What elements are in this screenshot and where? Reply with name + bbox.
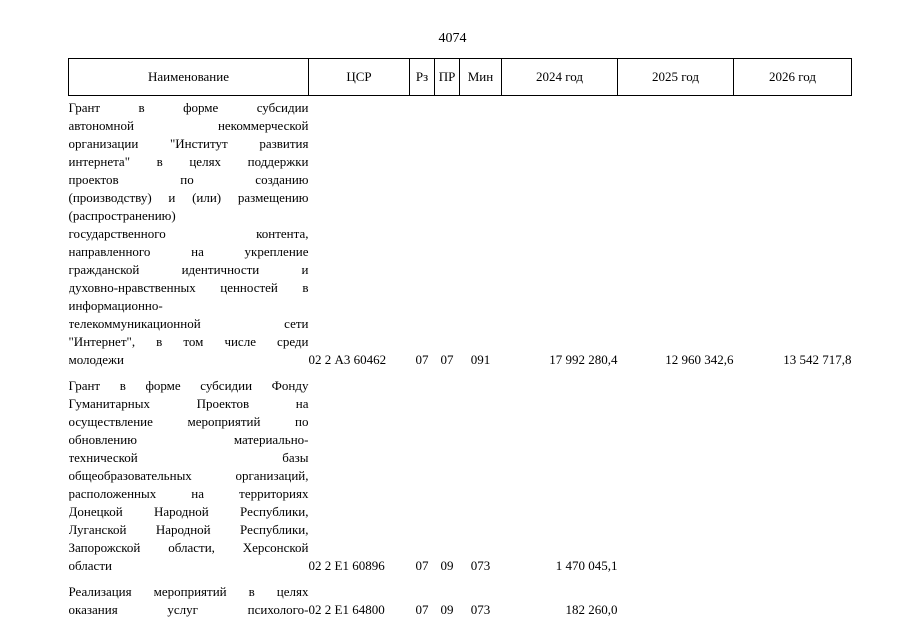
row-2024: 182 260,0	[565, 602, 618, 617]
row-pr: 09	[440, 602, 454, 617]
row-name-line: осуществление мероприятий по	[68, 414, 309, 429]
header-2025: 2025 год	[618, 59, 734, 96]
page-number: 4074	[438, 31, 467, 46]
row-name-line: Запорожской области, Херсонской	[68, 540, 309, 555]
row-min: 073	[470, 602, 491, 617]
row-name-line: Реализация мероприятий в целях	[68, 584, 309, 599]
row-name-cell	[69, 575, 309, 619]
row-name-line: области	[68, 558, 112, 573]
row-name-line: направленного на укрепление	[68, 244, 309, 259]
row-name-line: (распространению)	[68, 208, 176, 223]
row-2025: 12 960 342,6	[665, 352, 734, 367]
row-name-line: гражданской идентичности и	[68, 262, 309, 277]
row-name-line: информационно-	[68, 298, 163, 313]
row-name-line: оказания услуг психолого-	[68, 602, 309, 617]
row-name-line: обновлению материально-	[68, 432, 309, 447]
row-name-line: автономной некоммерческой	[68, 118, 309, 133]
row-name-line: Грант в форме субсидии	[68, 100, 309, 115]
row-2025	[618, 369, 734, 575]
row-name-line: общеобразовательных организаций,	[68, 468, 309, 483]
row-csr: 02 2 Е1 60896	[308, 558, 385, 573]
header-min: Мин	[460, 59, 502, 96]
row-2025	[618, 575, 734, 619]
table-row	[69, 575, 852, 619]
row-name-line: технической базы	[68, 450, 309, 465]
row-csr: 02 2 Е1 64800	[308, 602, 385, 617]
header-csr: ЦСР	[309, 59, 410, 96]
row-min: 091	[470, 352, 491, 367]
table-row	[69, 96, 852, 370]
row-rz: 07	[415, 602, 429, 617]
row-name-line: (производству) и (или) размещению	[68, 190, 309, 205]
header-rz: Рз	[410, 59, 435, 96]
row-name-line: духовно-нравственных ценностей в	[68, 280, 309, 295]
row-min: 073	[470, 558, 491, 573]
header-pr: ПР	[435, 59, 460, 96]
row-name-line: Грант в форме субсидии Фонду	[68, 378, 309, 393]
table-header-row	[69, 59, 852, 96]
header-name: Наименование	[69, 59, 309, 96]
row-name-line: организации "Институт развития	[68, 136, 309, 151]
row-csr: 02 2 А3 60462	[308, 352, 387, 367]
header-2024: 2024 год	[502, 59, 618, 96]
row-pr: 09	[440, 558, 454, 573]
row-name-cell	[69, 369, 309, 575]
row-rz: 07	[415, 352, 429, 367]
row-name-line: Гуманитарных Проектов на	[68, 396, 309, 411]
row-name-line: проектов по созданию	[68, 172, 309, 187]
row-rz: 07	[415, 558, 429, 573]
row-name-cell	[69, 96, 309, 370]
row-2024: 1 470 045,1	[555, 558, 618, 573]
row-name-line: государственного контента,	[68, 226, 309, 241]
row-name-line: "Интернет", в том числе среди	[68, 334, 309, 349]
row-name-line: Донецкой Народной Республики,	[68, 504, 309, 519]
row-name-line: телекоммуникационной сети	[68, 316, 309, 331]
row-2024: 17 992 280,4	[549, 352, 618, 367]
row-pr: 07	[440, 352, 454, 367]
header-2026: 2026 год	[734, 59, 852, 96]
row-name-line: расположенных на территориях	[68, 486, 309, 501]
row-name-line: молодежи	[68, 352, 124, 367]
row-name-line: интернета" в целях поддержки	[68, 154, 309, 169]
row-2026: 13 542 717,8	[783, 352, 852, 367]
row-name-line: Луганской Народной Республики,	[68, 522, 309, 537]
budget-table	[68, 58, 852, 619]
row-2026	[734, 369, 852, 575]
row-2026	[734, 575, 852, 619]
table-row	[69, 369, 852, 575]
